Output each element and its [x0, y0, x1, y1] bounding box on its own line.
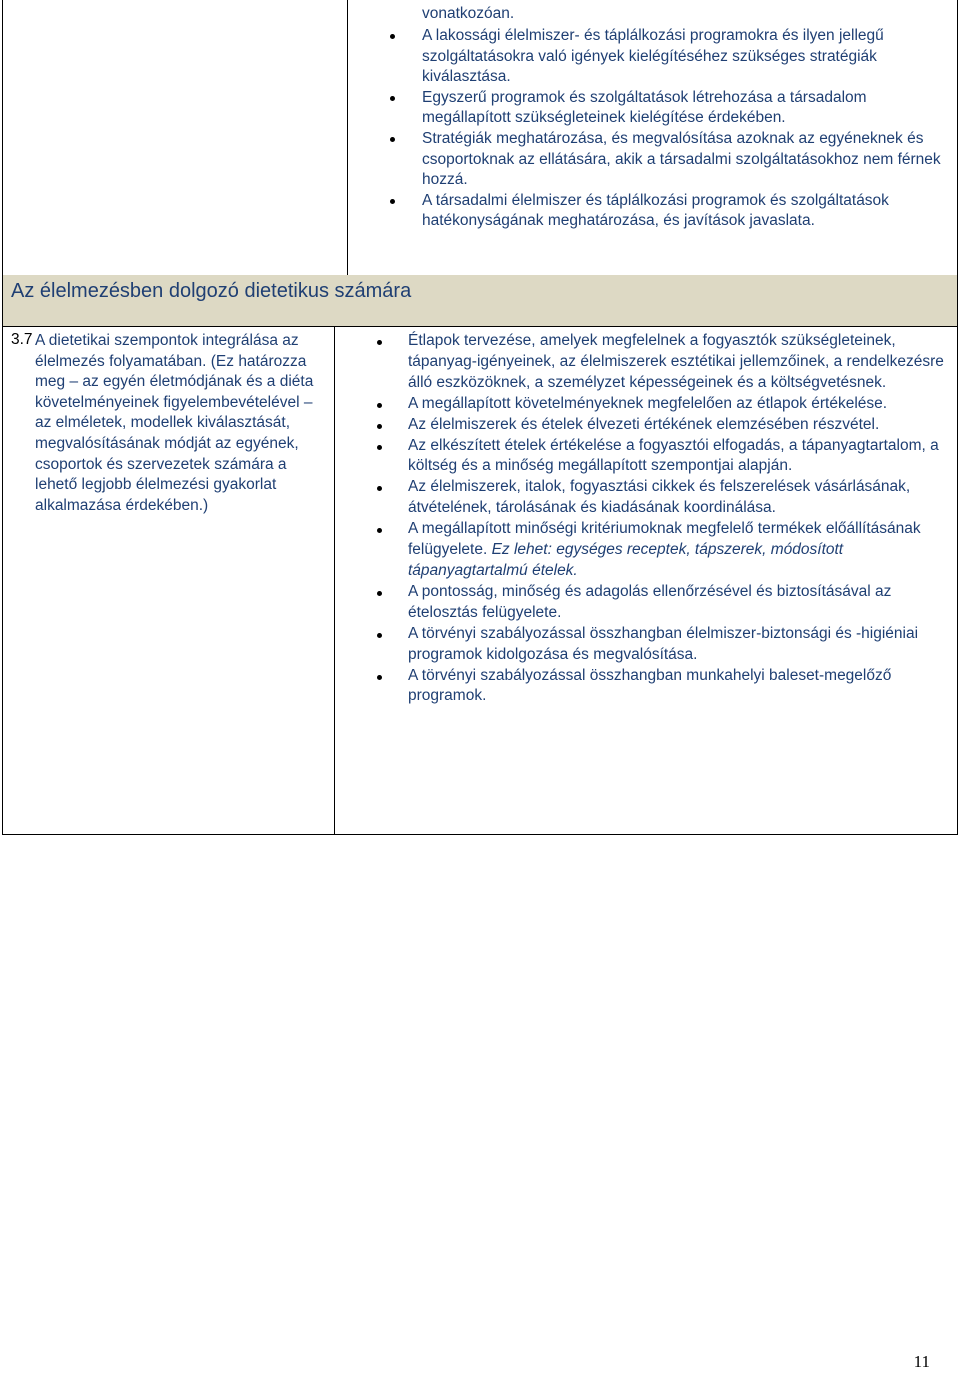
- bullet-icon: [377, 591, 382, 596]
- top-left-cell: [3, 0, 348, 275]
- competency-text: A dietetikai szempontok integrálása az élelmezés folyamatában. (Ez határozza meg – az egyén életmódjának és a diéta követelményeinek figyelembevételével – az elméletek, modellek kiválasztását, megvalósításának módját az egyének, csoportok és szervezetek számára a lehető legjobb élelmezési gyakorlat alkalmazása érdekében.): [35, 332, 314, 514]
- bullet-icon: [377, 675, 382, 680]
- bullet-icon: [377, 528, 382, 533]
- list-item: A törvényi szabályozással összhangban élelmiszer-biztonsági és -higiéniai programok kidolgozása és megvalósítása.: [335, 624, 957, 666]
- list-item: Egyszerű programok és szolgáltatások létrehozása a társadalom megállapított szükségleteinek kielégítése érdekében.: [348, 88, 957, 129]
- top-table: [2, 0, 958, 276]
- competency-cell: [3, 327, 335, 834]
- bullet-icon: [390, 199, 395, 204]
- section-title: Az élelmezésben dolgozó dietetikus számára: [11, 280, 412, 302]
- bullet-icon: [377, 486, 382, 491]
- tasks-cell: [335, 327, 957, 834]
- list-item: A megállapított követelményeknek megfelelően az étlapok értékelése.: [335, 394, 957, 415]
- list-item: Stratégiák meghatározása, és megvalósítása azoknak az egyéneknek és csoportoknak az ellátására, akik a társadalmi szolgáltatásokhoz nem férnek hozzá.: [348, 129, 957, 191]
- list-item: A lakossági élelmiszer- és táplálkozási programokra és ilyen jellegű szolgáltatásokra való igények kielégítéséhez szükséges stratégiák kiválasztása.: [348, 26, 957, 88]
- list-item: A törvényi szabályozással összhangban munkahelyi baleset-megelőző programok.: [335, 666, 957, 708]
- top-list: [348, 26, 957, 232]
- main-table: [2, 327, 958, 835]
- list-item: A társadalmi élelmiszer és táplálkozási programok és szolgáltatások hatékonyságának meghatározása, és javítások javaslata.: [348, 191, 957, 232]
- bullet-icon: [377, 424, 382, 429]
- section-header: [2, 275, 958, 327]
- bullet-icon: [377, 403, 382, 408]
- bullet-icon: [390, 137, 395, 142]
- bullet-icon: [390, 96, 395, 101]
- bullet-icon: [377, 340, 382, 345]
- tasks-list: [335, 331, 957, 707]
- bullet-icon: [390, 34, 395, 39]
- list-item: Az élelmiszerek és ételek élvezeti értékének elemzésében részvétel.: [335, 415, 957, 436]
- page-number: 11: [913, 1352, 930, 1371]
- list-item: Étlapok tervezése, amelyek megfelelnek a fogyasztók szükségleteinek, tápanyag-igényeinek, az élelmiszerek esztétikai jellemzőinek, a rendelkezésre álló eszközöknek, a személyzet képességeinek és a költségvetésnek.: [335, 331, 957, 394]
- competency-number: 3.7: [11, 331, 33, 348]
- list-item: Az elkészített ételek értékelése a fogyasztói elfogadás, a tápanyagtartalom, a költség és a minőség megállapított szempontjai alapján.: [335, 436, 957, 478]
- top-right-cell: [348, 0, 957, 275]
- list-item: A pontosság, minőség és adagolás ellenőrzésével és biztosításával az ételosztás felügyelete.: [335, 582, 957, 624]
- bullet-icon: [377, 633, 382, 638]
- continuation-text: vonatkozóan.: [422, 5, 515, 22]
- bullet-icon: [377, 445, 382, 450]
- item-note: Ez lehet: egységes receptek, tápszerek, módosított tápanyagtartalmú ételek.: [408, 541, 844, 579]
- list-item: Az élelmiszerek, italok, fogyasztási cikkek és felszerelések vásárlásának, átvételének, tárolásának és kiadásának koordinálása.: [335, 477, 957, 519]
- list-item: A megállapított minőségi kritériumoknak megfelelő termékek előállításának felügyelete. Ez lehet: egységes receptek, tápszerek, módosított tápanyagtartalmú ételek.: [335, 519, 957, 582]
